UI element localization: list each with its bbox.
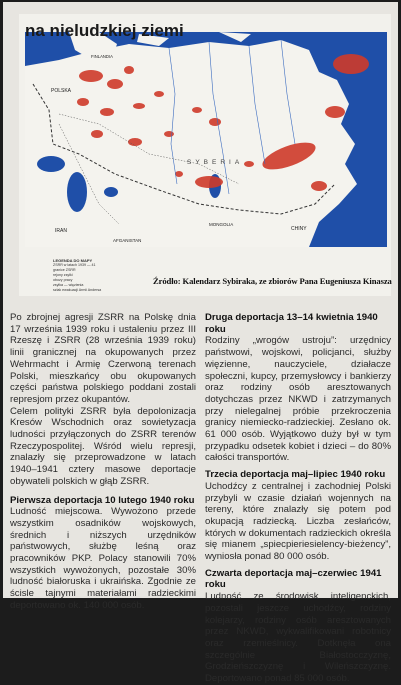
deportation-2-heading: Druga deportacja 13–14 kwietnia 1940 roku <box>205 312 378 335</box>
map-label-mongolia: MONGOLIA <box>209 222 234 227</box>
map-card <box>19 14 391 296</box>
map-label-finlandia: FINLANDIA <box>91 54 113 59</box>
deportation-4-text: Ludność ze środowisk inteligenckich, pozostali jeszcze uchodźcy, rodziny kolejarzy, rodziny osób aresztowanych przez NKWD, wykwalifikowani robotnicy oraz rzemieślnicy. Dotknęła ona szczególnie Białostocczyznę, Grodzieńszczyznę i Wileńszczyznę. Deportowano ponad 85 000 osób. <box>205 591 391 685</box>
deportation-3-heading: Trzecia deportacja maj–lipiec 1940 roku <box>205 469 386 481</box>
deportation-3-text: Uchodźcy z centralnej i zachodniej Polski przybyli w czasie działań wojennych na tereny, które znalazły się potem pod okupacją radziecką. Liczba zesłańców, których w dokumentach radzieckich określa się mianem „spiecpieriesielency-bieżency”, wyniosła ponad 80 000 osób. <box>205 480 391 563</box>
legend-item: zsyłka — więzienia <box>53 283 84 287</box>
policy-paragraph: Celem polityki ZSRR była depolonizacja Kresów Wschodnich oraz sowietyzacja ludności przyłączonych do ZSRR terenów Rzeczypospolitej. Wśród wielu represji, znalazły się przeprowadzone w latach 1940–1941 cztery masowe deportacje obywateli polskich w głąb ZSRR. <box>10 405 196 487</box>
deportation-1-text: Ludność miejscowa. Wywożono przede wszystkim osadników wojskowych, średnich i niższych urzędników państwowych, służbę leśną oraz pracowników PKP. Polacy stanowili 70% wszystkich wywożonych, pozostałe 30% ludność białoruska i ukraińska. Zgodnie ze ścisle tajnymi materiałami radzieckimi deportowano ok. 140 000 osób. <box>10 506 196 611</box>
map-label-chiny: CHINY <box>291 226 307 232</box>
legend-title: LEGENDA DO MAPY <box>53 258 93 263</box>
deportation-2-text: Rodziny „wrogów ustroju”: urzędnicy państwowi, wojskowi, policjanci, służby więzienne, nauczyciele, działacze społeczni, kupcy, przemysłowcy i bankierzy oraz rodziny osób aresztowanych dotychczas przez NKWD i zatrzymanych przy nielegalnej próbie przekroczenia granicy niemiecko-radzieckiej. Zesłano ok. 61 000 osób. Wyjątkowo duży był w tym przypadku odsetek kobiet i dzieci – do 80% całości transportów. <box>205 335 391 464</box>
intro-paragraph: Po zbrojnej agresji ZSRR na Polskę dnia 17 września 1939 roku i ustaleniu przez III Rzeszę i ZSRR (28 września 1939 roku) linii granicznej na okupowanych przez Wehrmacht i Armię Czerwoną terenach Polski, mieszkańcy obu okupowanych części państwa polskiego poddani zostali represjom przez okupantów. <box>10 312 196 405</box>
exhibition-panel <box>3 2 398 685</box>
legend-item: szlak ewakuacji Armii Andersa <box>53 288 102 292</box>
legend-item: obozy pracy <box>53 278 73 282</box>
map-label-iran: IRAN <box>55 228 67 234</box>
deportation-4-heading: Czwarta deportacja maj–czerwiec 1941 roku <box>205 567 382 591</box>
text-column-left <box>10 312 196 612</box>
text-column-right <box>205 312 391 685</box>
deportation-1-heading: Pierwsza deportacja 10 lutego 1940 roku <box>10 494 195 506</box>
map-title: na nieludzkiej ziemi <box>25 21 184 40</box>
map-label-afganistan: AFGANISTAN <box>113 238 142 243</box>
map-label-polska: POLSKA <box>51 88 72 94</box>
legend-item: rejony zsyłki <box>53 273 73 277</box>
map-label-syberia: SYBERIA <box>187 159 244 166</box>
map-source: Źródło: Kalendarz Sybiraka, ze zbiorów Pana Eugeniusza Kinasza <box>153 276 392 286</box>
legend-item: ZSRR w latach 1939 — 41 <box>53 263 96 267</box>
map-legend <box>53 258 141 293</box>
deportation-map <box>19 14 391 296</box>
legend-item: granice ZSRR <box>53 268 76 272</box>
